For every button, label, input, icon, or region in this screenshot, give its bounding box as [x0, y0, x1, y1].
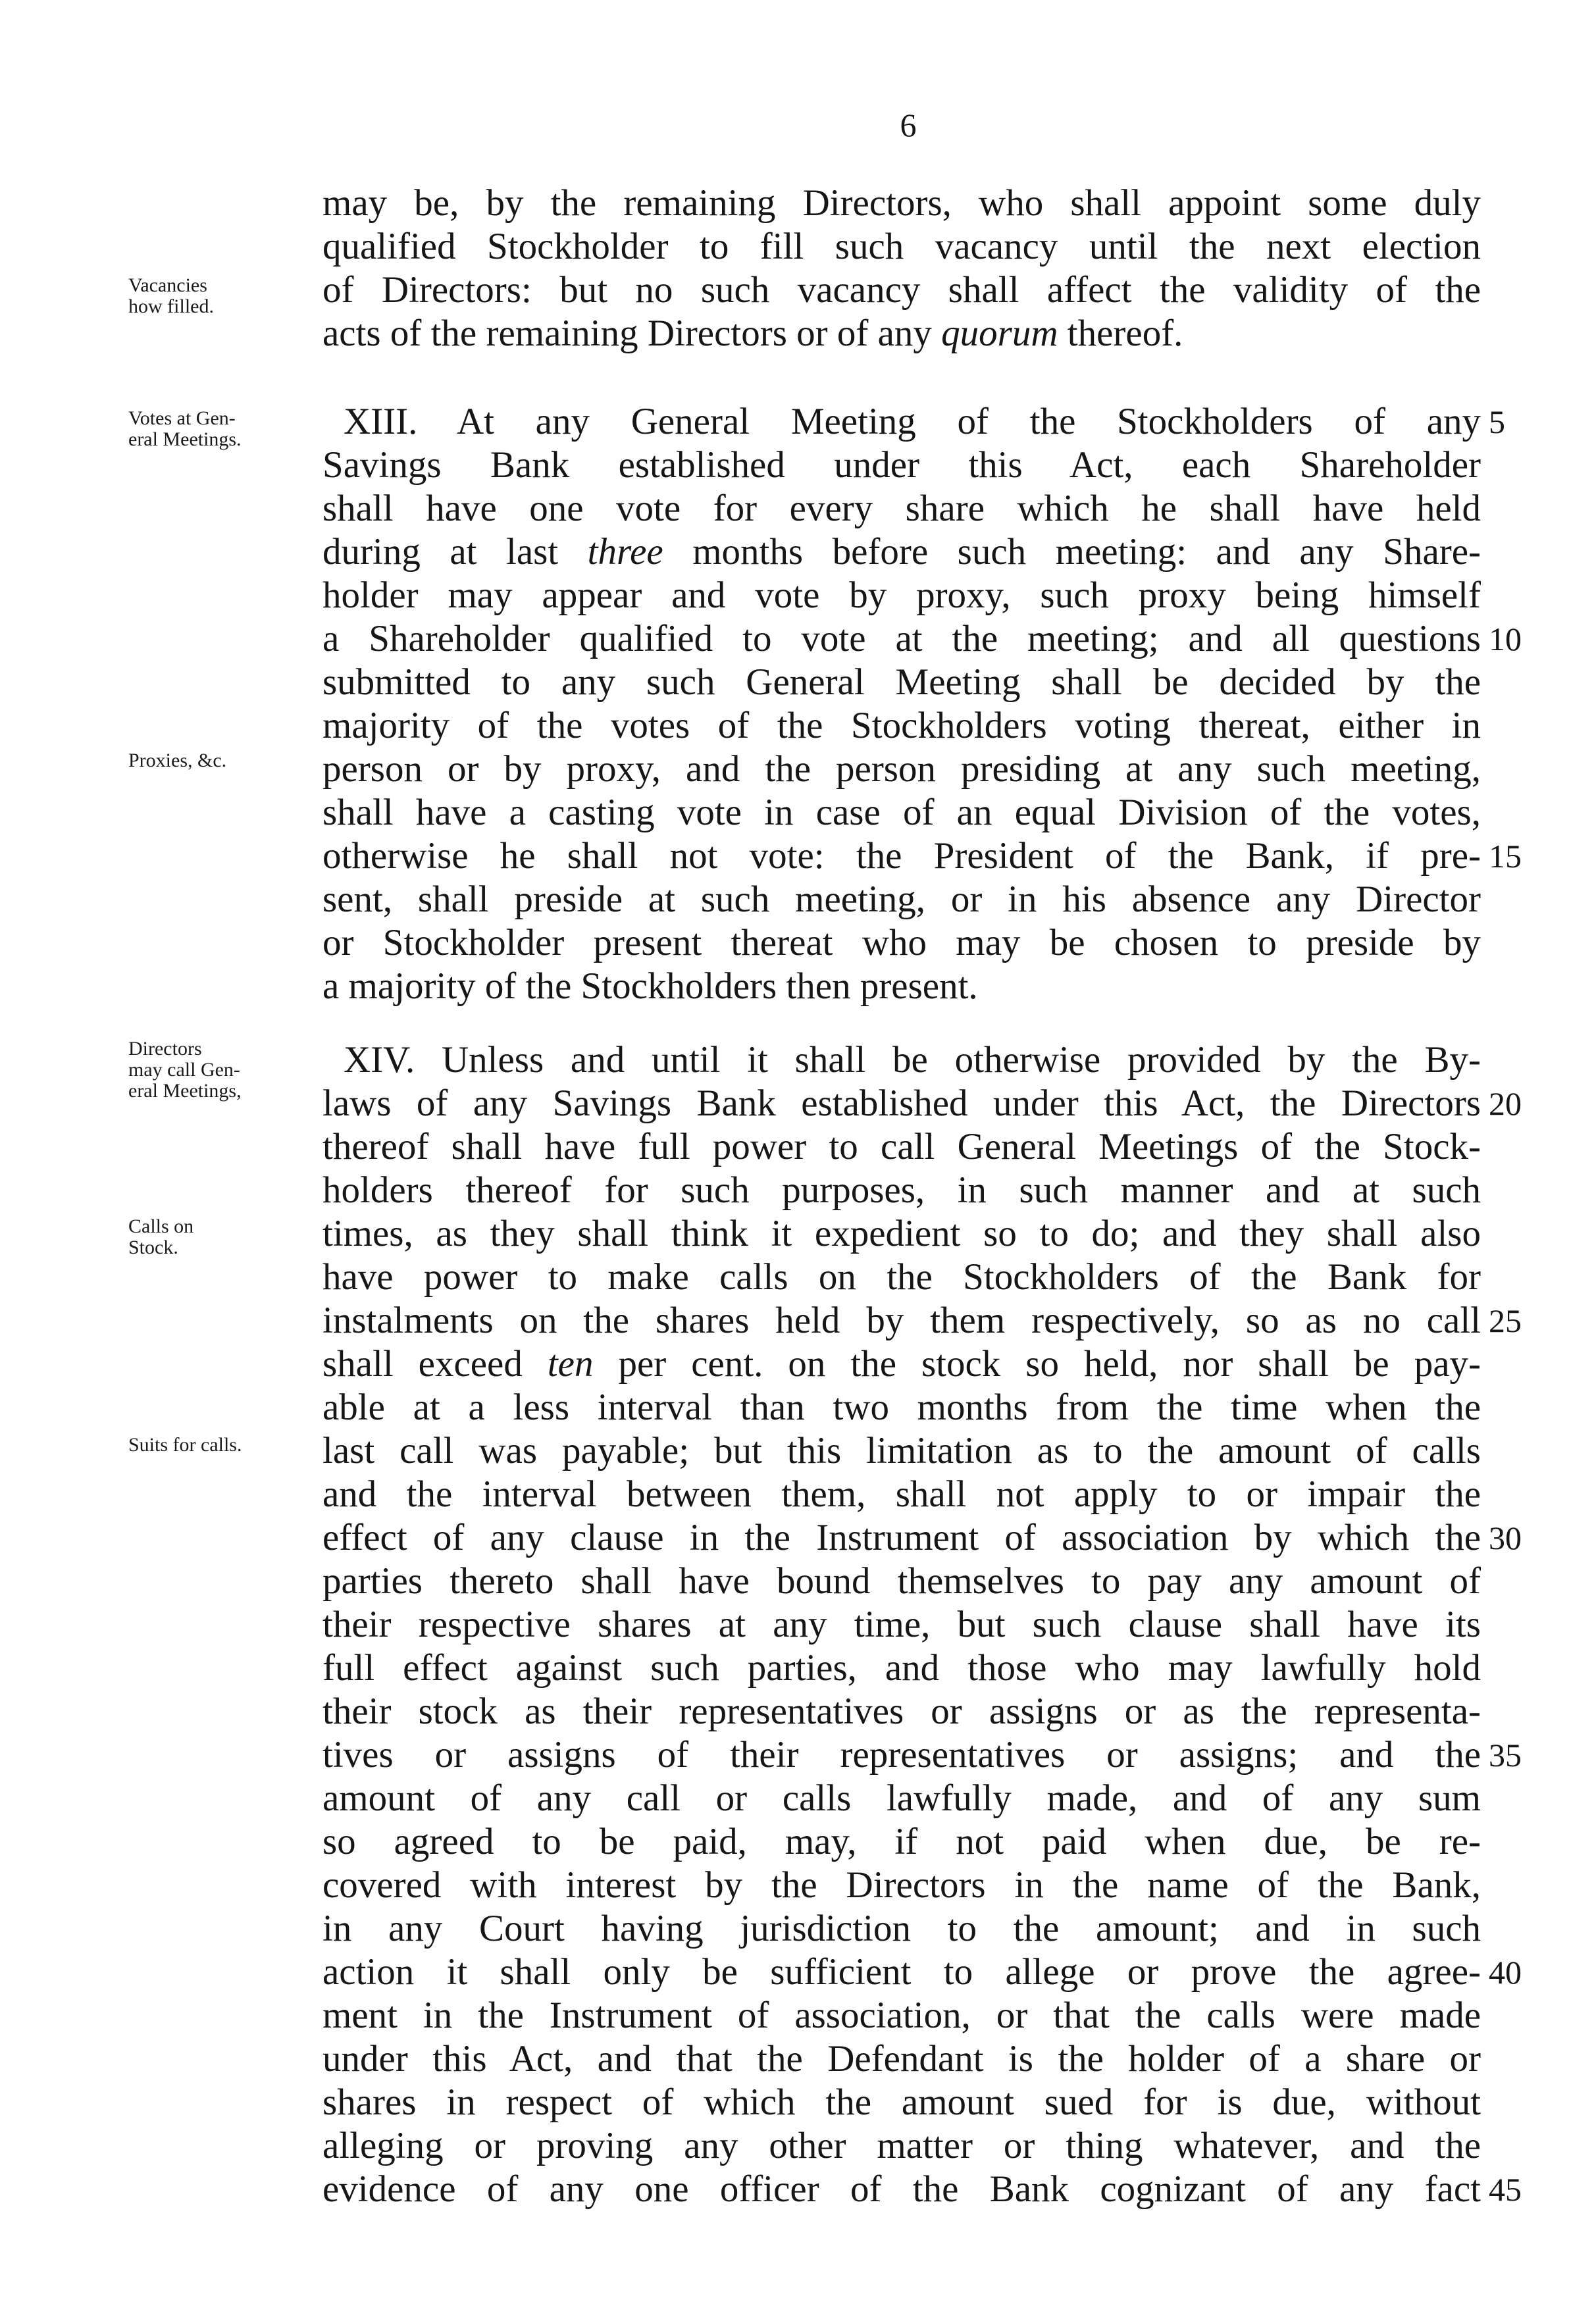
text-line: effect of any clause in the Instrument of association by which the: [322, 1517, 1481, 1558]
text-line: under this Act, and that the Defendant is the holder of a share or: [322, 2038, 1481, 2080]
text-line: tives or assigns of their representatives or assigns; and the: [322, 1734, 1481, 1775]
line-number: 15: [1489, 838, 1522, 875]
text-line: last call was payable; but this limitation as to the amount of calls: [322, 1430, 1481, 1471]
text-line: covered with interest by the Directors in the name of the Bank,: [322, 1864, 1481, 1906]
italic-text: quorum: [941, 313, 1058, 354]
italic-text: ten: [547, 1343, 594, 1385]
margin-note-line: eral Meetings,: [128, 1080, 242, 1102]
text-line: evidence of any one officer of the Bank cognizant of any fact: [322, 2168, 1481, 2210]
margin-note-line: Vacancies: [128, 274, 207, 296]
margin-note-line: Proxies, &c.: [128, 750, 227, 771]
text-line: Savings Bank established under this Act, each Shareholder: [322, 444, 1481, 486]
text-line: laws of any Savings Bank established under this Act, the Directors: [322, 1083, 1481, 1124]
margin-note-proxies: [128, 750, 319, 771]
text-line: shares in respect of which the amount sued for is due, without: [322, 2081, 1481, 2123]
line-number: 25: [1489, 1302, 1522, 1339]
text-line: action it shall only be sufficient to allege or prove the agree-: [322, 1951, 1481, 1993]
text-line: their stock as their representatives or assigns or as the representa-: [322, 1691, 1481, 1732]
text-line: their respective shares at any time, but such clause shall have its: [322, 1604, 1481, 1645]
text-line: holders thereof for such purposes, in such manner and at such: [322, 1169, 1481, 1211]
line-number: 5: [1489, 403, 1505, 440]
text-line: [322, 530, 1481, 574]
text-run: shall exceed: [322, 1343, 548, 1385]
text-line: amount of any call or calls lawfully made, and of any sum: [322, 1777, 1481, 1819]
text-line: able at a less interval than two months from the time when the: [322, 1387, 1481, 1428]
line-number: 30: [1489, 1519, 1522, 1556]
line-number: 40: [1489, 1954, 1522, 1991]
text-run: months before such meeting: and any Share-: [663, 531, 1481, 573]
text-line: have power to make calls on the Stockholders of the Bank for: [322, 1256, 1481, 1298]
text-line: may be, by the remaining Directors, who shall appoint some duly: [322, 182, 1481, 224]
margin-note-suits: [128, 1435, 319, 1456]
margin-note-votes: [128, 408, 319, 450]
margin-note-line: eral Meetings.: [128, 428, 242, 450]
margin-note-vacancies: [128, 275, 319, 317]
margin-note-calls: [128, 1216, 319, 1258]
line-number: 45: [1489, 2171, 1522, 2208]
line-number: 20: [1489, 1085, 1522, 1122]
text-line: XIV. Unless and until it shall be otherwise provided by the By-: [344, 1039, 1481, 1081]
text-line: sent, shall preside at such meeting, or in his absence any Director: [322, 879, 1481, 920]
text-line: so agreed to be paid, may, if not paid when due, be re-: [322, 1821, 1481, 1862]
text-line: of Directors: but no such vacancy shall affect the validity of the: [322, 269, 1481, 311]
text-line: otherwise he shall not vote: the President of the Bank, if pre-: [322, 835, 1481, 877]
text-run: thereof.: [1058, 313, 1183, 354]
text-line: [322, 312, 1481, 355]
line-number: 35: [1489, 1737, 1522, 1774]
text-line: XIII. At any General Meeting of the Stockholders of any: [344, 401, 1481, 442]
text-line: times, as they shall think it expedient so to do; and they shall also: [322, 1213, 1481, 1254]
text-line: a majority of the Stockholders then present.: [322, 965, 978, 1007]
text-line: holder may appear and vote by proxy, such proxy being himself: [322, 574, 1481, 616]
page-number: 6: [900, 107, 917, 143]
text-line: qualified Stockholder to fill such vacancy until the next election: [322, 226, 1481, 267]
text-line: thereof shall have full power to call General Meetings of the Stock-: [322, 1126, 1481, 1167]
text-run: during at last: [322, 531, 588, 573]
margin-note-line: Calls on: [128, 1215, 194, 1237]
text-line: majority of the votes of the Stockholders voting thereat, either in: [322, 705, 1481, 746]
text-line: ment in the Instrument of association, or that the calls were made: [322, 1995, 1481, 2036]
line-number: 10: [1489, 621, 1522, 657]
margin-note-line: how filled.: [128, 295, 214, 317]
margin-note-line: Directors: [128, 1038, 202, 1060]
text-line: parties thereto shall have bound themselves to pay any amount of: [322, 1560, 1481, 1602]
text-line: person or by proxy, and the person presiding at any such meeting,: [322, 748, 1481, 790]
margin-note-line: Suits for calls.: [128, 1434, 242, 1456]
text-line: full effect against such parties, and those who may lawfully hold: [322, 1647, 1481, 1689]
text-line: alleging or proving any other matter or thing whatever, and the: [322, 2125, 1481, 2166]
text-line: submitted to any such General Meeting shall be decided by the: [322, 661, 1481, 703]
italic-text: three: [587, 531, 663, 573]
text-line: shall have a casting vote in case of an equal Division of the votes,: [322, 792, 1481, 833]
text-line: in any Court having jurisdiction to the amount; and in such: [322, 1908, 1481, 1949]
margin-note-line: Stock.: [128, 1237, 178, 1258]
text-run: per cent. on the stock so held, nor shall be pay-: [593, 1343, 1481, 1385]
text-line: or Stockholder present thereat who may be chosen to preside by: [322, 922, 1481, 963]
margin-note-directors: [128, 1038, 319, 1102]
text-run: acts of the remaining Directors or of any: [322, 313, 942, 354]
text-line: instalments on the shares held by them respectively, so as no call: [322, 1300, 1481, 1341]
text-line: and the interval between them, shall not apply to or impair the: [322, 1473, 1481, 1515]
text-line: a Shareholder qualified to vote at the meeting; and all questions: [322, 618, 1481, 659]
text-line: [322, 1342, 1481, 1386]
text-line: shall have one vote for every share which he shall have held: [322, 488, 1481, 529]
margin-note-line: may call Gen-: [128, 1059, 240, 1081]
margin-note-line: Votes at Gen-: [128, 407, 236, 429]
